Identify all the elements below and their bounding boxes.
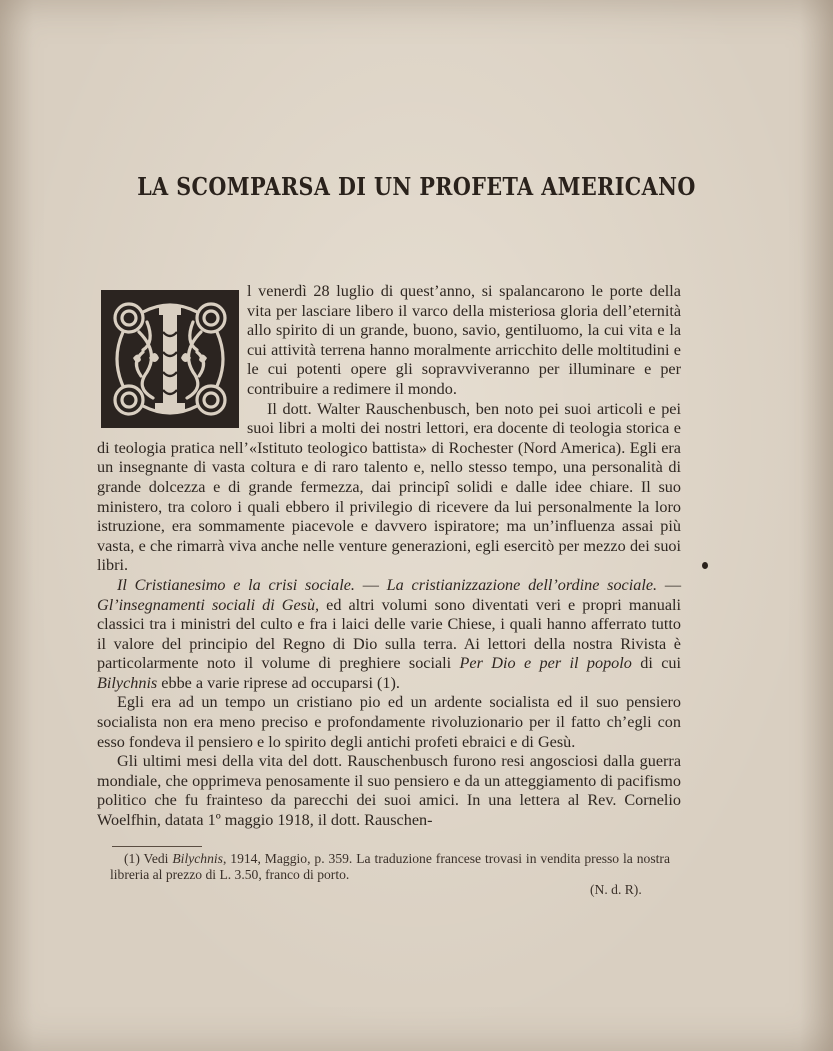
paragraph-text: ebbe a varie riprese ad occuparsi (1). xyxy=(157,673,400,692)
footnote-text: (1) Vedi xyxy=(124,851,173,866)
ornamental-dropcap-image xyxy=(101,290,239,428)
separator: — xyxy=(657,575,682,594)
paragraph-socialism: Egli era ad un tempo un cristiano pio ed un ardente socialista ed il suo pensiero socialista non era meno preciso e profondamente rivoluzionario per il fatto ch’egli con esso fondeva il pensiero e lo spirito degli antichi profeti ebraici e di Gesù. xyxy=(97,693,681,751)
footnote-journal: Bilychnis xyxy=(172,851,223,866)
separator: — xyxy=(354,575,387,594)
paragraph-text: ed altri volumi sono diventati veri e propri manuali classici tra i ministri del culto e fra i laici delle varie Chiese, i quali hanno afferrato tutto il valore del principio del Regno di Dio sulla terra. Ai lettori della nostra Rivista è particolarmente noto il volume di preghiere sociali xyxy=(97,595,681,673)
article-body xyxy=(97,282,681,831)
footnote xyxy=(110,851,670,882)
paragraph-opening: l venerdì 28 luglio di quest’anno, si spalancarono le porte della vita per lasciare libero il varco della misteriosa gloria dell’eternità allo spirito di un grande, buono, savio, gentiluomo, la cui vita e la cui attività terrena hanno moralmente arricchito delle moltitudini e le cui potenti opere gli sopravviveranno per illuminare e per contribuire a redimere il mondo. xyxy=(247,282,681,398)
editor-note-signature: (N. d. R). xyxy=(590,882,642,897)
book-title: Gl’insegnamenti sociali di Gesù, xyxy=(97,595,320,614)
book-title: Per Dio e per il popolo xyxy=(459,654,632,673)
article-title: LA SCOMPARSA DI UN PROFETA AMERICANO xyxy=(137,172,696,201)
paragraph-books xyxy=(97,576,681,694)
journal-name: Bilychnis xyxy=(97,673,158,692)
book-title: Il Cristianesimo e la crisi sociale. xyxy=(117,575,355,594)
footnote-text: , 1914, Maggio, p. 359. La traduzione francese trovasi in vendita presso la nostra libreria al prezzo di L. 3.50, franco di porto. xyxy=(110,851,670,882)
paragraph-last-months: Gli ultimi mesi della vita del dott. Rauschenbusch furono resi angosciosi dalla guerra mondiale, che opprimeva penosamente il suo pensiero e da un atteggiamento di pacifismo politico che fu frainteso da parecchi dei suoi amici. In una lettera al Rev. Cornelio Woelfhin, datata 1º maggio 1918, il dott. Rauschen- xyxy=(97,752,681,830)
book-title: La cristianizzazione dell’ordine sociale. xyxy=(386,575,658,594)
paragraph-rauschenbusch-intro: Il dott. Walter Rauschenbusch, ben noto pei suoi articoli e pei suoi libri a molti dei nostri lettori, era docente di teologia storica e di teologia pratica nell’«Istituto teologico battista» di Rochester (Nord America). Egli era un insegnante di vasta coltura e di raro talento e, nello stesso tempo, una personalità di grande dolcezza e di grande fermezza, dai principî solidi e dalle idee chiare. Il suo ministero, tra coloro i quali ebbero il privilegio di ricevere da lui personalmente la loro istruzione, era sommamente piacevole e davvero ispiratore; ma un’influenza assai più vasta, e che rimarrà viva anche nelle venture generazioni, egli esercitò per mezzo dei suoi libri. xyxy=(97,399,681,575)
celtic-knot-initial-icon xyxy=(103,292,237,426)
ink-spot xyxy=(702,562,708,569)
footnote-divider xyxy=(112,846,202,847)
paragraph-text: di cui xyxy=(631,654,681,673)
